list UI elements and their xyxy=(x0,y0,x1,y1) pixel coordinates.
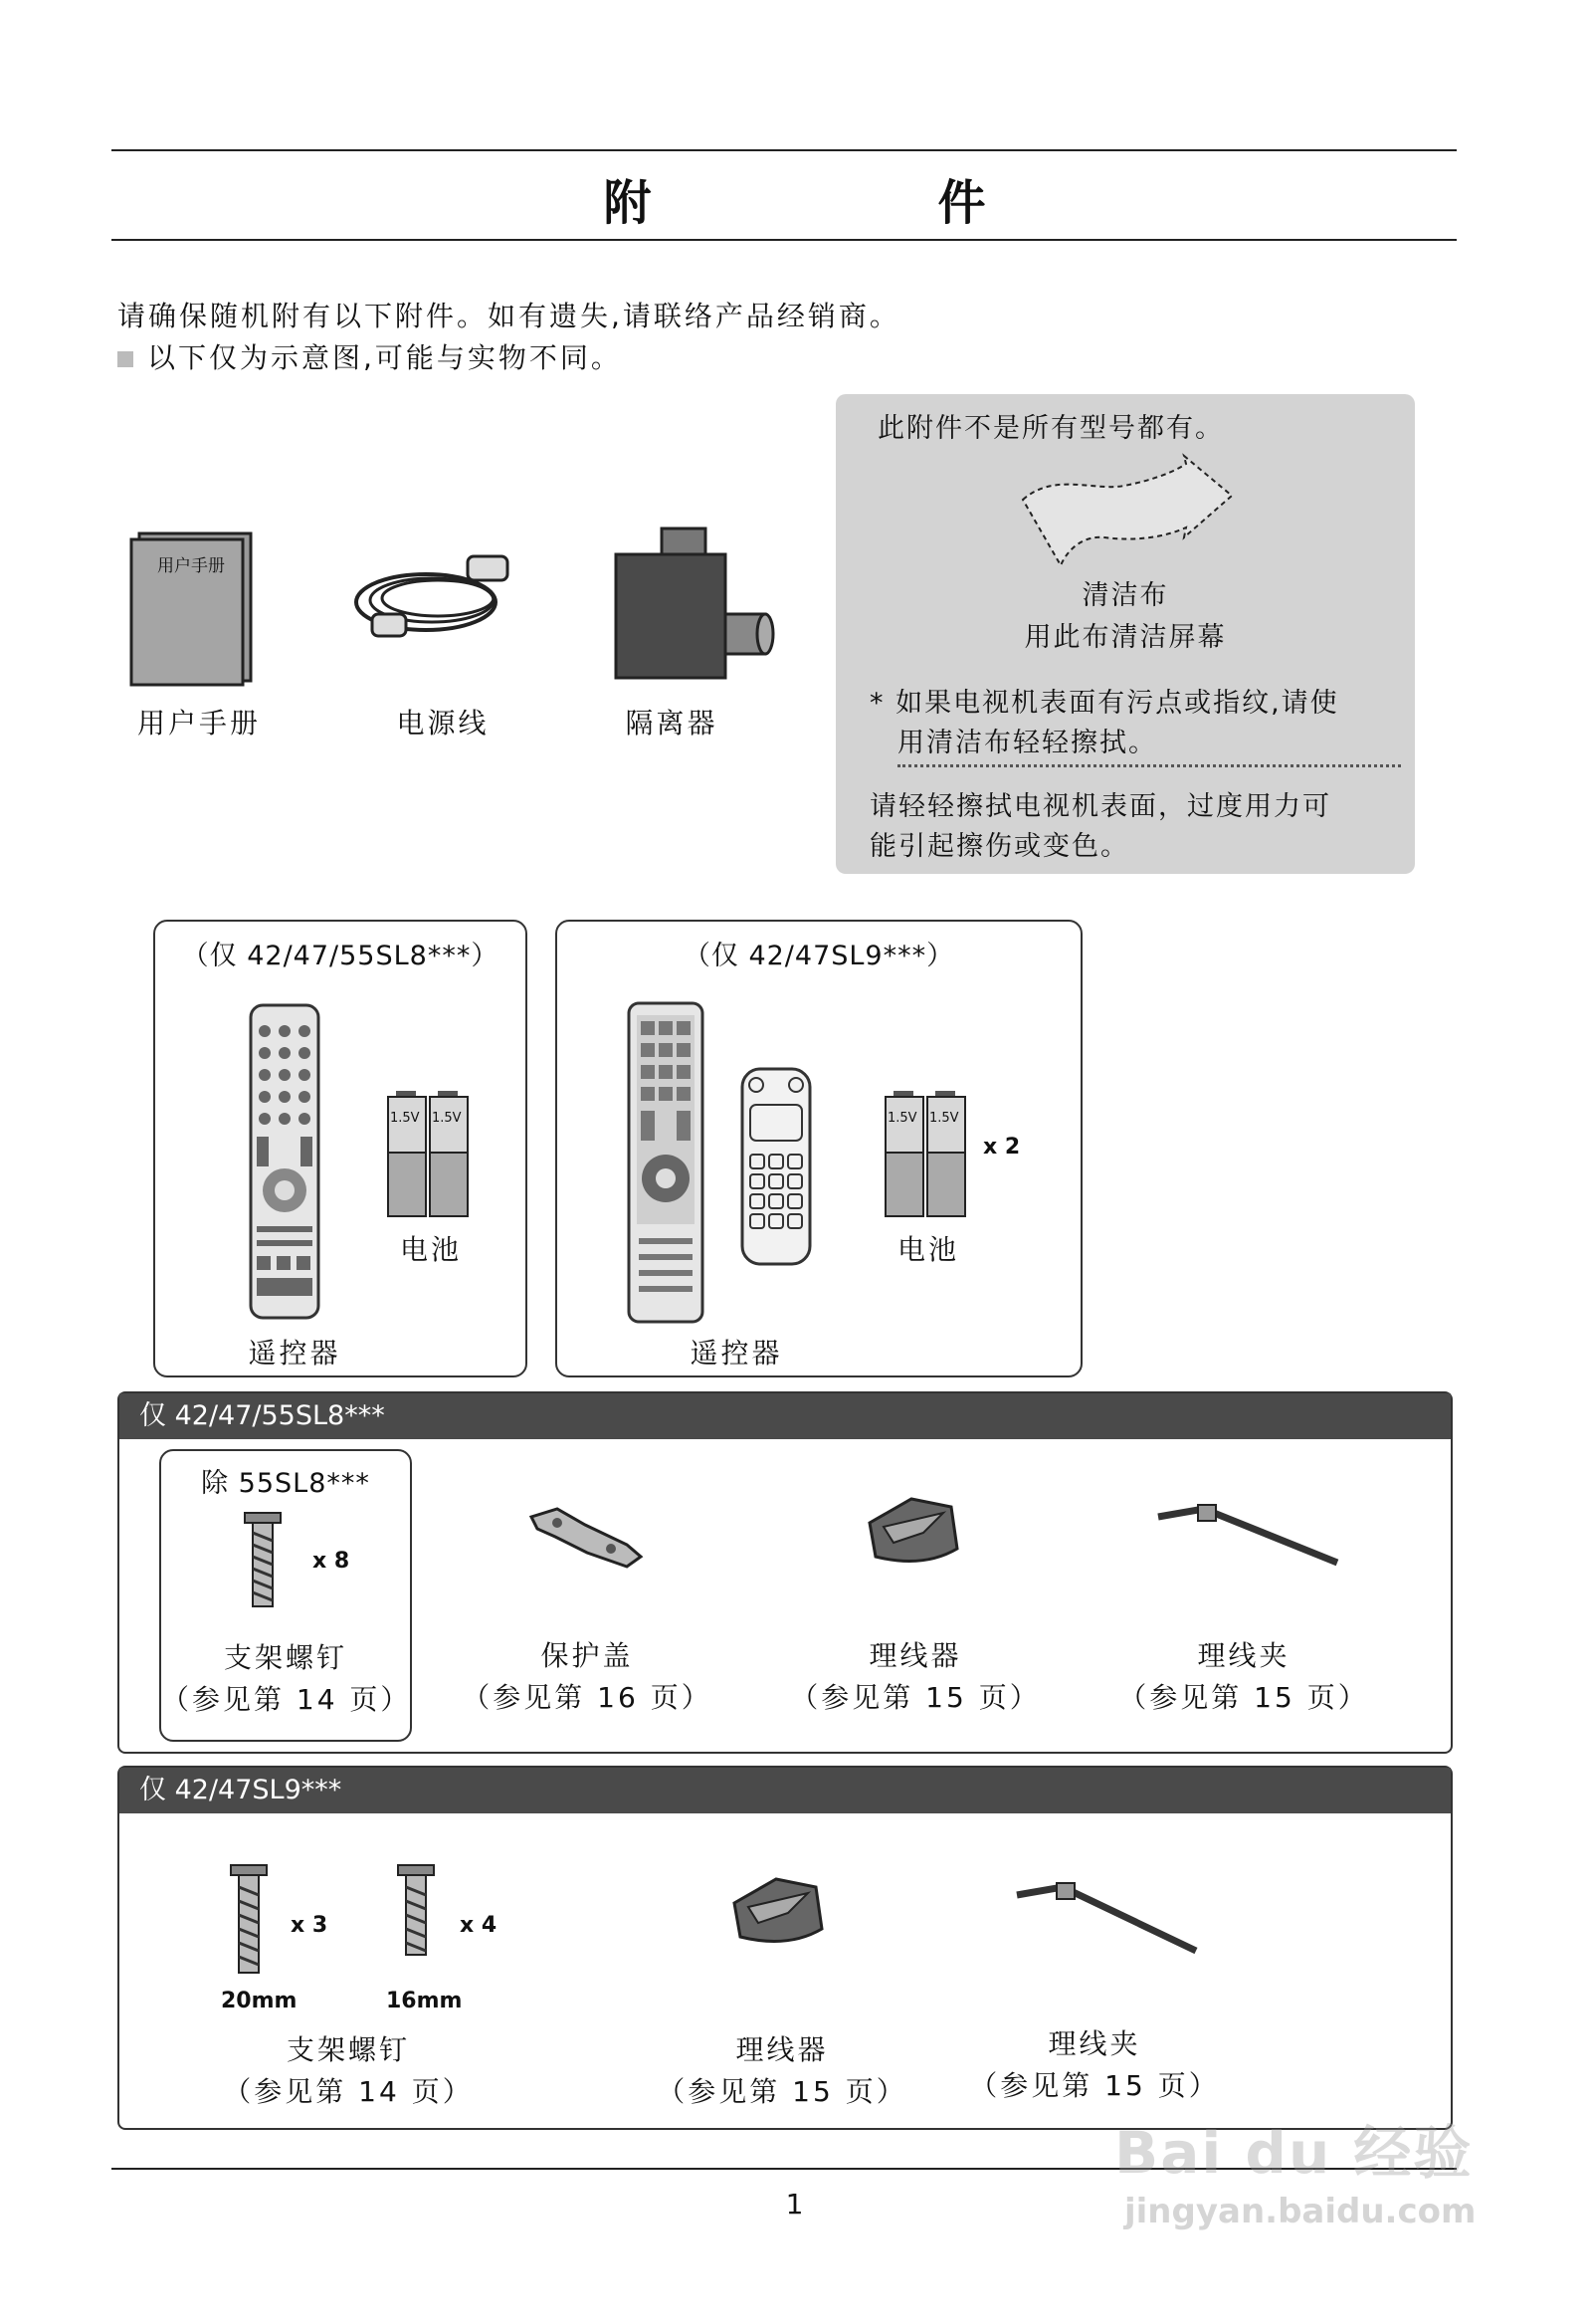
cable-holder-icon xyxy=(864,1493,963,1569)
item-ref: （参见第 14 页） xyxy=(223,2075,474,2108)
item-ref: （参见第 15 页） xyxy=(657,2075,907,2108)
battery-label-2: 电池 xyxy=(896,1233,959,1266)
protection-cover-icon xyxy=(527,1503,647,1573)
battery-voltage-c: 1.5V xyxy=(888,1111,917,1126)
manual-label: 用户手册 xyxy=(136,707,261,739)
item-name: 理线器 xyxy=(869,1639,962,1672)
isolator-label: 隔离器 xyxy=(625,707,718,739)
cloth-heading: 此附件不是所有型号都有。 xyxy=(878,413,1224,444)
cloth-note-2: 请轻轻擦拭电视机表面，过度用力可 xyxy=(870,791,1331,822)
cable-tie-icon-2 xyxy=(1013,1881,1202,1961)
screw-icon xyxy=(243,1511,283,1610)
screw-20mm-count: x 3 xyxy=(291,1913,328,1938)
item-name: 支架螺钉 xyxy=(223,1641,347,1674)
section-sl8-header: 仅 42/47/55SL8*** xyxy=(119,1393,1451,1439)
battery-voltage-b: 1.5V xyxy=(432,1111,462,1126)
page-number: 1 xyxy=(785,2188,804,2220)
remote-label: 遥控器 xyxy=(248,1337,341,1370)
battery-label: 电池 xyxy=(399,1233,462,1266)
cloth-note-1b: 用清洁布轻轻擦拭。 xyxy=(897,728,1157,758)
battery-voltage-a: 1.5V xyxy=(390,1111,420,1126)
remote-box-sl8 xyxy=(153,920,527,1377)
item-ref: （参见第 15 页） xyxy=(1118,1681,1369,1714)
top-rule xyxy=(111,149,1457,151)
section-sl9-header: 仅 42/47SL9*** xyxy=(119,1768,1451,1813)
page-title: 附 件 xyxy=(603,175,1105,231)
section-sl9 xyxy=(117,1766,1453,2130)
cable-holder-icon-2 xyxy=(728,1873,828,1949)
item-name: 保护盖 xyxy=(540,1639,634,1672)
cleaning-cloth-box xyxy=(836,394,1415,874)
isolator-illustration xyxy=(612,523,781,682)
item-name: 理线夹 xyxy=(1048,2027,1141,2060)
screw-20mm-icon xyxy=(229,1863,269,1977)
watermark-brand: Bai du 经验 xyxy=(1114,2119,1474,2187)
item-name: 支架螺钉 xyxy=(286,2033,410,2066)
intro-line: 请确保随机附有以下附件。如有遗失,请联络产品经销商。 xyxy=(117,300,900,332)
section-sl8 xyxy=(117,1391,1453,1754)
cloth-name: 清洁布 xyxy=(1082,580,1169,611)
remote-control-illustration xyxy=(247,1001,322,1322)
screw-20mm-size: 20mm xyxy=(221,1989,298,2013)
screw-subbox xyxy=(159,1449,412,1742)
magic-remote-illustration xyxy=(740,1067,812,1266)
power-cord-illustration xyxy=(348,542,537,652)
battery-count: x 2 xyxy=(983,1135,1021,1160)
title-rule xyxy=(111,239,1457,241)
screw-count: x 8 xyxy=(312,1549,350,1574)
except-model: 除 55SL8*** xyxy=(201,1468,370,1499)
item-ref: （参见第 16 页） xyxy=(462,1681,712,1714)
cloth-note-1: * 如果电视机表面有污点或指纹,请使 xyxy=(870,688,1339,719)
cloth-usage: 用此布清洁屏幕 xyxy=(1024,622,1227,653)
screw-16mm-count: x 4 xyxy=(460,1913,497,1938)
item-ref: （参见第 14 页） xyxy=(161,1683,412,1716)
cleaning-cloth-icon xyxy=(1015,452,1234,571)
dotted-divider xyxy=(897,764,1401,767)
item-name: 理线夹 xyxy=(1197,1639,1291,1672)
remote-box-sl9 xyxy=(555,920,1083,1377)
screw-16mm-size: 16mm xyxy=(386,1989,463,2013)
screw-16mm-icon xyxy=(396,1863,436,1959)
item-ref: （参见第 15 页） xyxy=(790,1681,1041,1714)
remote-box-model-2: （仅 42/47SL9***） xyxy=(683,941,955,971)
watermark-url: jingyan.baidu.com xyxy=(1124,2192,1477,2231)
battery-voltage-d: 1.5V xyxy=(929,1111,959,1126)
manual-cover-text: 用户手册 xyxy=(157,556,225,576)
cloth-note-2b: 能引起擦伤或变色。 xyxy=(870,831,1129,862)
remote-box-model: （仅 42/47/55SL8***） xyxy=(181,941,499,971)
power-cord-label: 电源线 xyxy=(396,707,490,739)
intro-note xyxy=(117,336,622,376)
remote-label-2: 遥控器 xyxy=(690,1337,783,1370)
cable-tie-icon xyxy=(1154,1503,1343,1573)
intro-note-text: 以下仅为示意图,可能与实物不同。 xyxy=(147,341,622,374)
remote-control-illustration-2 xyxy=(625,999,708,1326)
item-ref: （参见第 15 页） xyxy=(969,2069,1220,2102)
item-name: 理线器 xyxy=(735,2033,829,2066)
bullet-square-icon xyxy=(117,351,133,367)
